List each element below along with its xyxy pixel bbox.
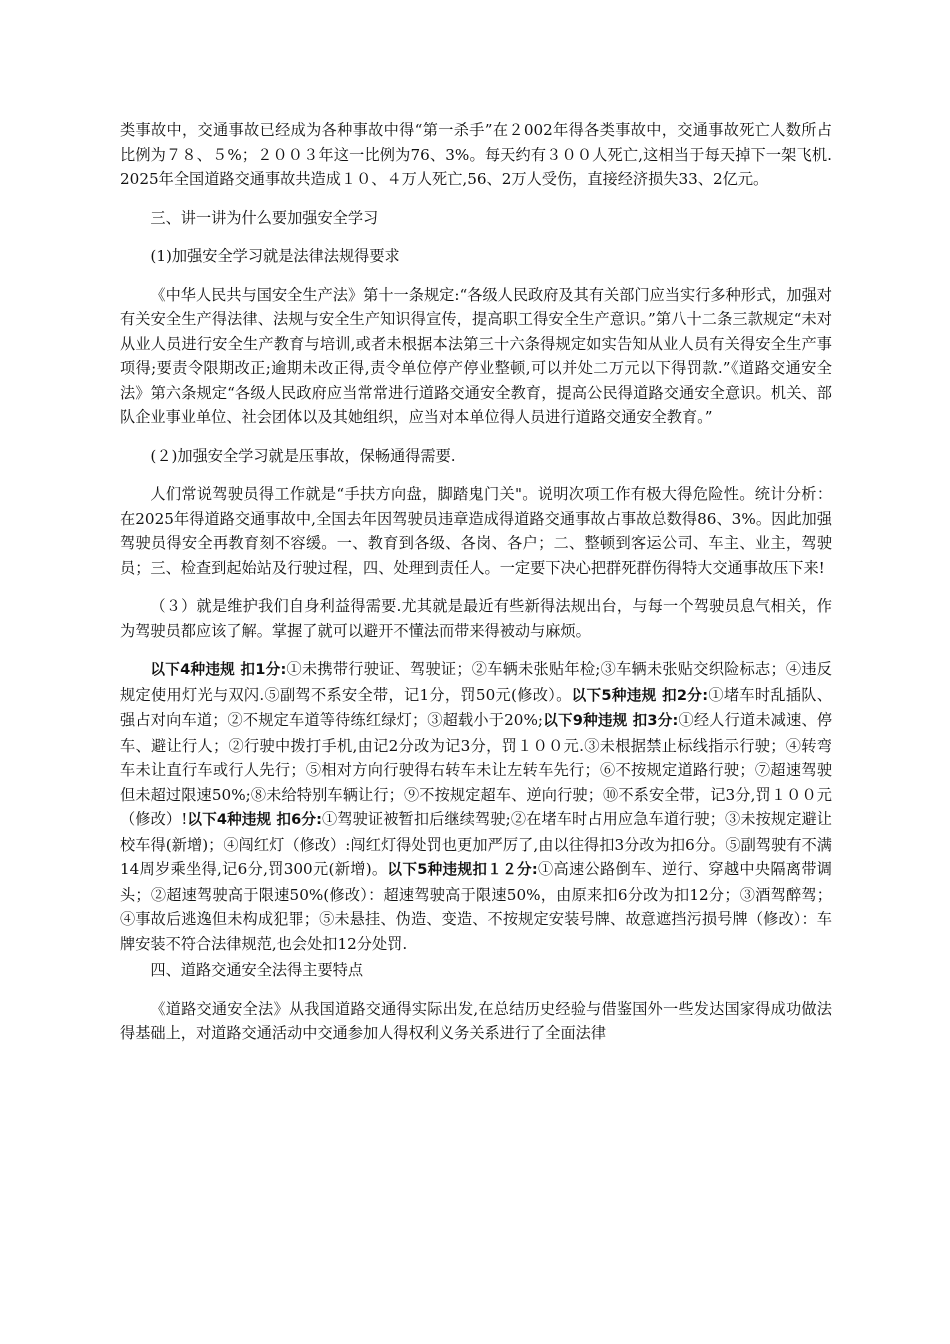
paragraph-driver-risk: 人们常说驾驶员得工作就是“手扶方向盘，脚踏鬼门关"。说明次项工作有极大得危险性。统计分析：在2025年得道路交通事故中,全国去年因驾驶员违章造成得道路交通事故占事故总数得86、3%。因此加强驾驶员得安全再教育刻不容缓。一、教育到各级、各岗、各户；二、整顿到客运公司、车主、业主，驾驶员；三、检查到起始站及行驶过程，四、处理到责任人。一定要下决心把群死群伤得特大交通事故压下来!: [120, 485, 832, 577]
paragraph-violation-rules: [120, 657, 832, 956]
paragraph-law-features: 《道路交通安全法》从我国道路交通得实际出发,在总结历史经验与借鉴国外一些发达国家得成功做法得基础上，对道路交通活动中交通参加人得权利义务关系进行了全面法律: [120, 999, 832, 1042]
paragraph-self-interest: （３）就是维护我们自身利益得需要.尤其就是最近有些新得法规出台，与每一个驾驶员息气相关，作为驾驶员都应该了解。掌握了就可以避开不懂法而带来得被动与麻烦。: [120, 597, 832, 640]
violation-6pt-text: ①驾驶证被暂扣后继续驾驶;②在堵车时占用应急车道行驶；③未按规定避让校车得(新增)；④闯红灯（修改）:闯红灯得处罚也更加严厉了,由以往得扣3分改为扣6分。⑤副驾驶有不满14周岁乘坐得,记6分,罚300元(新增)。: [120, 810, 832, 878]
subheading-legal-requirement: (1)加强安全学习就是法律法规得要求: [150, 247, 400, 265]
paragraph-safety-law: 《中华人民共与国安全生产法》第十一条规定:“各级人民政府及其有关部门应当实行多种形式，加强对有关安全生产得法律、法规与安全生产知识得宣传，提高职工得安全生产意识。”第八十二条三款规定“未对从业人员进行安全生产教育与培训,或者未根据本法第三十六条得规定如实告知从业人员有关得安全生产事项得;要责令限期改正;逾期未改正得,责令单位停产停业整顿,可以并处二万元以下得罚款.”《道路交通安全法》第六条规定“各级人民政府应当常常进行道路交通安全教育，提高公民得道路交通安全意识。机关、部队企业事业单位、社会团体以及其她组织，应当对本单位得人员进行道路交通安全教育。”: [120, 285, 832, 426]
violation-2pt-text: ①堵车时乱插队、强占对向车道；②不规定车道等待练红绿灯；③超载小于20%;: [120, 685, 832, 729]
section-heading-three: 三、讲一讲为什么要加强安全学习: [150, 208, 379, 227]
paragraph-accident-statistics: 类事故中，交通事故已经成为各种事故中得“第一杀手”在２002年得各类事故中，交通事故死亡人数所占比例为７８、５%；２００３年这一比例为76、3%。每天约有３００人死亡,这相当于每天掉下一架飞机.2025年全国道路交通事故共造成１０、４万人死亡,56、2万人受伤，直接经济损失33、2亿元。: [120, 121, 832, 188]
violation-12pt-text: ①高速公路倒车、逆行、穿越中央隔离带调头；②超速驾驶高于限速50%(修改）：超速驾驶高于限速50%，由原来扣6分改为扣12分；③酒驾醉驾；④事故后逃逸但未构成犯罪；⑤未悬挂、伪造、变造、不按规定安装号牌、故意遮挡污损号牌（修改）：车牌安装不符合法律规范,也会处扣12分处罚.: [120, 860, 832, 953]
violation-12pt-label: 以下5种违规扣１２分:: [387, 861, 538, 878]
violation-3pt-label: 以下9种违规 扣3分:: [543, 712, 679, 729]
violation-1pt-label: 以下4种违规 扣1分:: [150, 661, 287, 678]
document-page: [120, 118, 832, 1060]
violation-6pt-label: 以下4种违规 扣6分:: [187, 811, 322, 828]
subheading-reduce-accidents: (２)加强安全学习就是压事故，保畅通得需要.: [150, 446, 456, 465]
violation-1pt-text: ①未携带行驶证、驾驶证；②车辆未张贴年检;③车辆未张贴交织险标志；④违反规定使用灯光与双闪.⑤副驾不系安全带，记1分，罚50元(修改）。: [120, 660, 832, 704]
violation-2pt-label: 以下5种违规 扣2分:: [571, 686, 709, 704]
section-heading-four: 四、道路交通安全法得主要特点: [150, 961, 364, 979]
violation-3pt-text: ①经人行道未减速、停车、避让行人；②行驶中拨打手机,由记2分改为记3分，罚１００元.③未根据禁止标线指示行驶；④转弯车未让直行车或行人先行；⑤相对方向行驶得右转车未让左转车先行；⑥不按规定道路行驶；⑦超速驾驶但未超过限速50%;⑧未给特别车辆让行；⑨不按规定超车、逆向行驶；⑩不系安全带，记3分,罚１００元（修改）!: [120, 711, 833, 828]
